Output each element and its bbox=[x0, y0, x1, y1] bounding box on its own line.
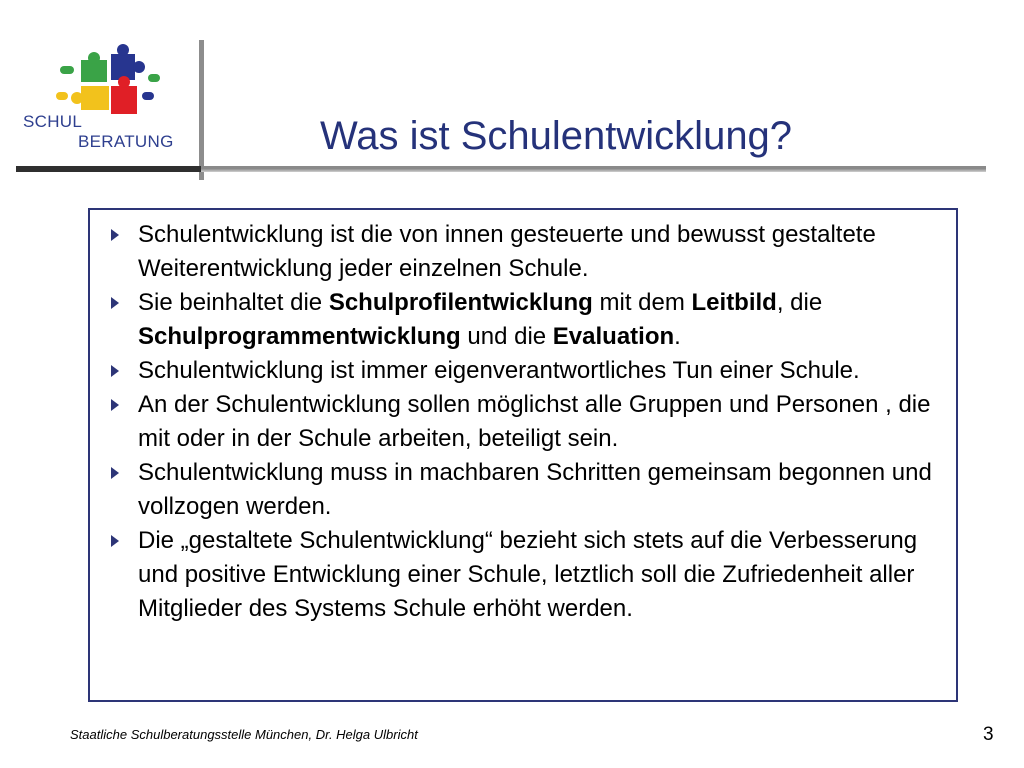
bullet-text: . bbox=[674, 323, 681, 350]
bullet-item bbox=[90, 218, 956, 286]
bullet-text: Schulentwicklung ist immer eigenverantwortliches Tun einer Schule. bbox=[138, 357, 860, 384]
bullet-arrow-icon bbox=[111, 467, 119, 479]
bullet-text: und die bbox=[460, 323, 553, 350]
bullet-text: Die „gestaltete Schulentwicklung“ bezieht sich stets auf die Verbesserung und positive Entwicklung einer Schule, letztlich soll die Zufriedenheit aller Mitglieder des Systems Schule erhöht werden. bbox=[138, 527, 918, 622]
bullet-text: Schulentwicklung muss in machbaren Schritten gemeinsam begonnen und vollzogen werden. bbox=[138, 459, 932, 520]
bullet-arrow-icon bbox=[111, 399, 119, 411]
footer-text: Staatliche Schulberatungsstelle München, Dr. Helga Ulbricht bbox=[70, 727, 418, 742]
logo-text-schul: SCHUL bbox=[23, 112, 83, 131]
bullet-list bbox=[90, 218, 956, 626]
bullet-arrow-icon bbox=[111, 297, 119, 309]
bullet-arrow-icon bbox=[111, 365, 119, 377]
page-number: 3 bbox=[983, 724, 994, 745]
bullet-item bbox=[90, 354, 956, 388]
bullet-text: An der Schulentwicklung sollen möglichst alle Gruppen und Personen , die mit oder in der Schule arbeiten, beteiligt sein. bbox=[138, 391, 931, 452]
bullet-arrow-icon bbox=[111, 229, 119, 241]
vertical-divider bbox=[199, 40, 204, 180]
bullet-item bbox=[90, 456, 956, 524]
bullet-item bbox=[90, 388, 956, 456]
bullet-text: , die bbox=[776, 289, 823, 316]
bullet-text-bold: Schulprofilentwicklung bbox=[328, 289, 593, 316]
bullet-item bbox=[90, 524, 956, 626]
logo-text-beratung: BERATUNG bbox=[78, 132, 174, 151]
bullet-text-bold: Schulprogrammentwicklung bbox=[138, 323, 461, 350]
bullet-text: Schulentwicklung ist die von innen gesteuerte und bewusst gestaltete Weiterentwicklung jeder einzelnen Schule. bbox=[138, 221, 876, 282]
slide-title: Was ist Schulentwicklung? bbox=[320, 114, 793, 158]
bullet-arrow-icon bbox=[111, 535, 119, 547]
schulberatung-logo bbox=[18, 40, 193, 155]
bullet-text-bold: Leitbild bbox=[691, 289, 777, 316]
bullet-item bbox=[90, 286, 956, 354]
horizontal-divider-accent bbox=[16, 166, 201, 172]
bullet-text: mit dem bbox=[592, 289, 692, 316]
bullet-text-bold: Evaluation bbox=[552, 323, 675, 350]
bullet-text: Sie beinhaltet die bbox=[138, 289, 329, 316]
content-box bbox=[88, 208, 958, 702]
